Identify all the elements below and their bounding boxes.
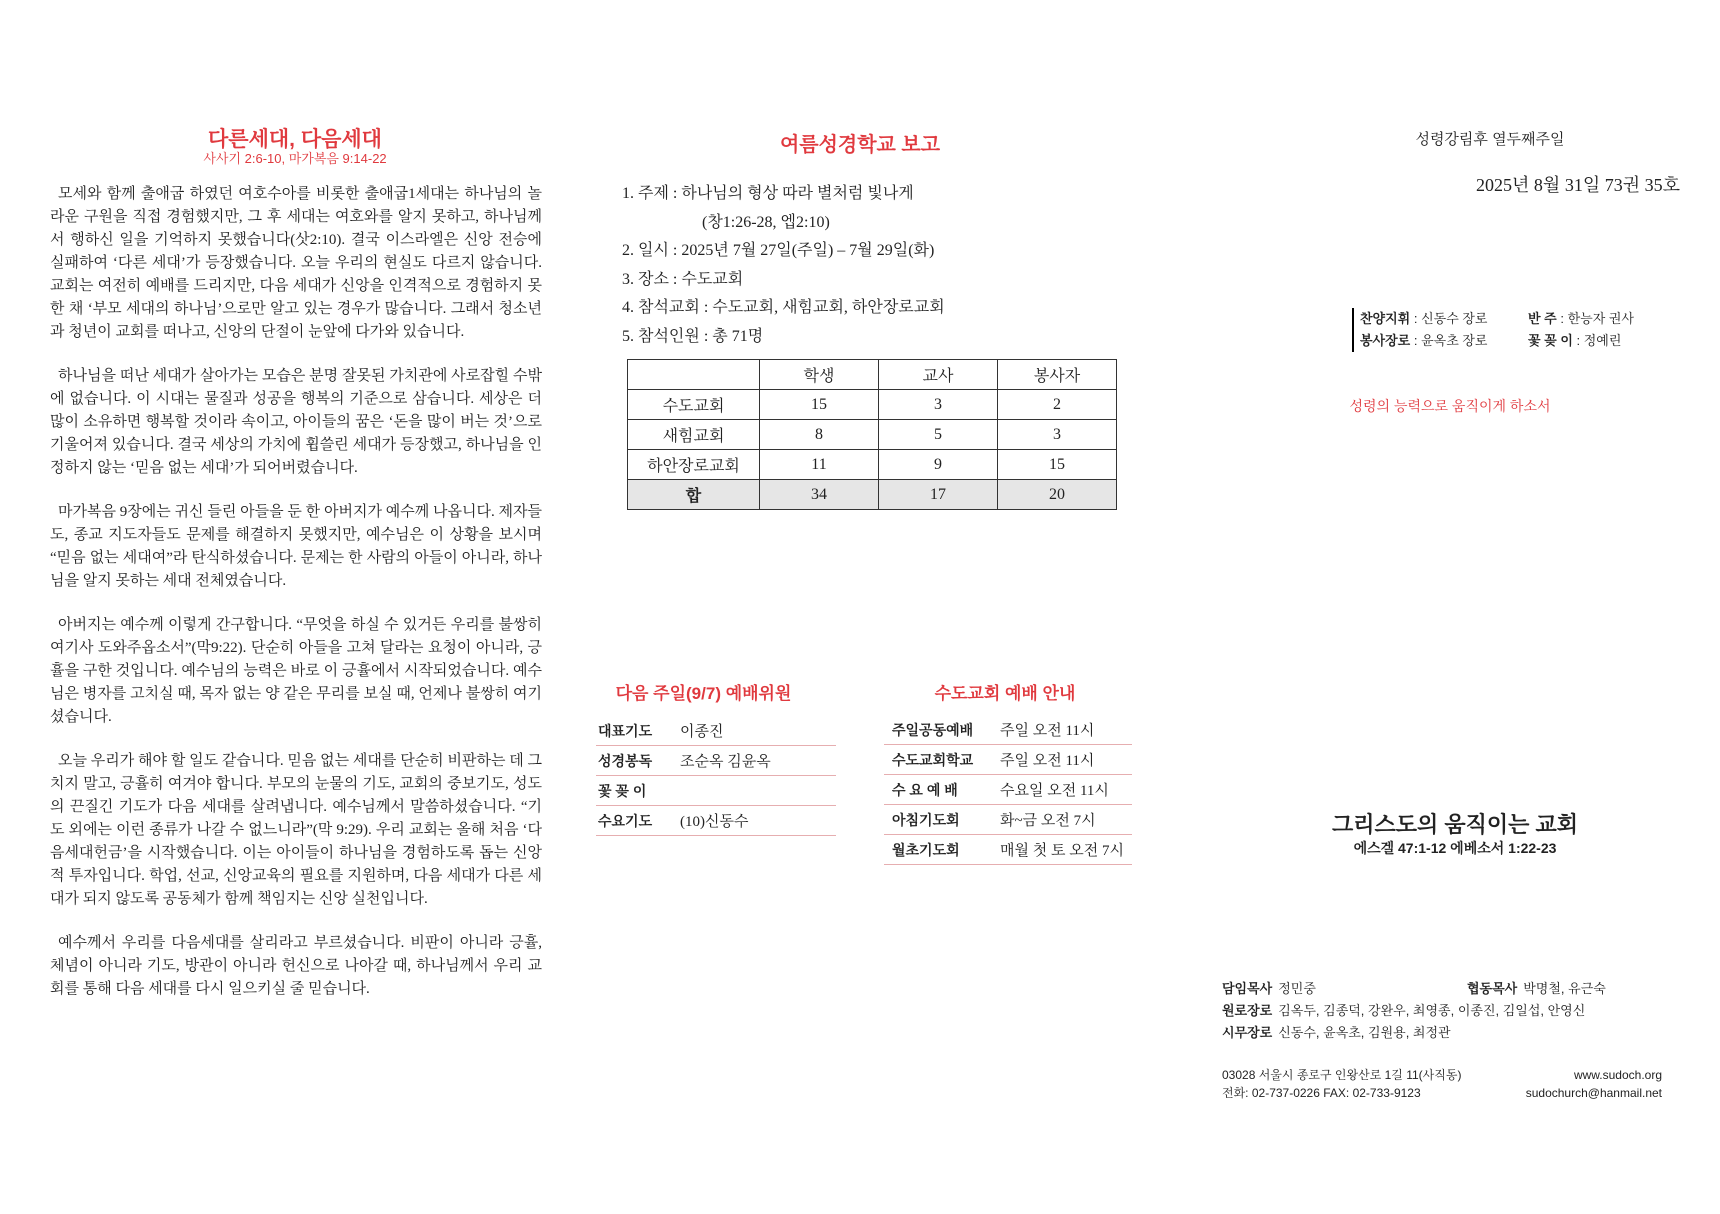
staff-name: 신동수 장로 [1421, 311, 1488, 326]
table-header-cell: 학생 [760, 360, 879, 390]
table-header-row [628, 360, 1117, 390]
vbs-details-list [622, 180, 1102, 351]
table-total-cell: 20 [998, 480, 1117, 510]
senior-pastor-name: 정민중 [1278, 981, 1316, 996]
table-header-cell: 교사 [879, 360, 998, 390]
vbs-attendance: 5. 참석인원 : 총 71명 [622, 327, 764, 345]
table-cell: 5 [879, 420, 998, 450]
table-total-label: 합 [628, 480, 760, 510]
table-cell: 9 [879, 450, 998, 480]
vbs-attendance-table [627, 359, 1117, 510]
senior-pastor-label: 담임목사 [1222, 981, 1273, 996]
senior-pastor [1222, 978, 1467, 1000]
staff-role: 반 주 [1528, 311, 1557, 326]
table-cell: 수도교회 [628, 390, 760, 420]
church-motto-reference: 에스겔 47:1-12 에베소서 1:22-23 [1353, 840, 1557, 856]
vbs-place: 3. 장소 : 수도교회 [622, 270, 744, 288]
church-phone-fax: 전화: 02-737-0226 FAX: 02-733-9123 [1222, 1086, 1421, 1100]
staff-row [1360, 330, 1696, 352]
list-item [596, 806, 836, 836]
sermon-title: 다른세대, 다음세대 [208, 128, 382, 151]
church-address: 03028 서울시 종로구 인왕산로 1길 11(사직동) [1222, 1068, 1462, 1082]
servant-role: 대표기도 [598, 722, 653, 739]
sermon-paragraph: 하나님을 떠난 세대가 살아가는 모습은 분명 잘못된 가치관에 사로잡힐 수밖에 없습니다. 이 시대는 물질과 성공을 행복의 기준으로 삼습니다. 세상은 더 많이 소유하면 행복할 것이라 속이고, 아이들의 꿈은 ‘돈을 많이 버는 것’으로 기울어져 있습니다. 결국 세상의 가치에 휩쓸린 세대가 등장했고, 하나님을 인정하지 않는 ‘믿음 없는 세대’가 되어버렸습니다. [50, 368, 542, 476]
service-time: 매월 첫 토 오전 7시 [1000, 843, 1124, 859]
pastor-row [1222, 1022, 1662, 1044]
service-name: 아침기도회 [892, 811, 960, 828]
list-item [596, 746, 836, 776]
list-item [884, 715, 1132, 745]
staff-entry: 봉사장로 : 윤옥초 장로 [1360, 333, 1488, 348]
sermon-paragraph: 예수께서 우리를 다음세대를 살리라고 부르셨습니다. 비판이 아니라 긍휼, 체념이 아니라 기도, 방관이 아니라 헌신으로 나아갈 때, 하나님께서 우리 교회를 통해 다음 세대를 다시 일으키실 줄 믿습니다. [50, 935, 542, 997]
list-item [596, 776, 836, 806]
service-name: 수 요 예 배 [892, 781, 958, 798]
vbs-theme-verse: (창1:26-28, 엡2:10) [702, 213, 830, 231]
table-cell: 8 [760, 420, 879, 450]
table-cell: 11 [760, 450, 879, 480]
table-total-cell: 34 [760, 480, 879, 510]
table-row [628, 450, 1117, 480]
servant-role: 수요기도 [598, 812, 653, 829]
next-week-servants-list [596, 716, 836, 836]
table-cell: 15 [998, 450, 1117, 480]
church-website[interactable]: www.sudoch.org [1573, 1068, 1662, 1082]
active-elders-label: 시무장로 [1222, 1025, 1273, 1040]
table-header-cell: 봉사자 [998, 360, 1117, 390]
contact-row [1222, 1066, 1662, 1084]
list-item [884, 745, 1132, 775]
church-email[interactable]: sudochurch@hanmail.net [1525, 1086, 1662, 1100]
emeritus-elders-names: 김옥두, 김종덕, 강완우, 최영종, 이종진, 김일섭, 안영신 [1278, 1003, 1586, 1018]
list-item [884, 805, 1132, 835]
associate-pastor-label: 협동목사 [1467, 981, 1518, 996]
servant-role: 성경봉독 [598, 752, 653, 769]
table-cell: 2 [998, 390, 1117, 420]
liturgical-season: 성령강림후 열두째주일 [1415, 131, 1565, 148]
table-row [628, 420, 1117, 450]
staff-role: 찬양지휘 [1360, 311, 1411, 326]
staff-entry: 반 주 : 한능자 권사 [1528, 311, 1634, 326]
service-name: 수도교회학교 [892, 751, 974, 768]
service-name: 월초기도회 [892, 841, 960, 858]
service-name: 주일공동예배 [892, 721, 974, 738]
table-cell: 15 [760, 390, 879, 420]
table-cell: 하안장로교회 [628, 450, 760, 480]
sermon-reference: 사사기 2:6-10, 마가복음 9:14-22 [203, 151, 387, 166]
service-time: 주일 오전 11시 [1000, 723, 1095, 739]
church-motto: 그리스도의 움직이는 교회 [1332, 812, 1578, 837]
table-cell: 3 [998, 420, 1117, 450]
vbs-dates: 2. 일시 : 2025년 7월 27일(주일) – 7월 29일(화) [622, 242, 935, 259]
prayer-motto: 성령의 능력으로 움직이게 하소서 [1349, 398, 1551, 414]
pastor-row [1222, 978, 1662, 1000]
staff-entry: 꽃 꽂 이 : 정예린 [1528, 333, 1622, 348]
list-item [884, 835, 1132, 865]
pastor-row [1222, 1000, 1662, 1022]
table-total-cell: 17 [879, 480, 998, 510]
service-time: 수요일 오전 11시 [1000, 783, 1109, 799]
staff-name: 정예린 [1583, 333, 1622, 348]
associate-pastor-names: 박명철, 유근숙 [1523, 981, 1606, 996]
active-elders-names: 신동수, 윤옥초, 김원용, 최정관 [1278, 1025, 1451, 1040]
servant-name: 조순옥 김윤옥 [680, 754, 771, 770]
sermon-paragraph: 아버지는 예수께 이렇게 간구합니다. “무엇을 하실 수 있거든 우리를 불쌍히 여기사 도와주옵소서”(막9:22). 단순히 아들을 고쳐 달라는 요청이 아니라, 긍휼을 구한 것입니다. 예수님의 능력은 바로 이 긍휼에서 시작되었습니다. 예수님은 병자를 고치실 때, 목자 없는 양 같은 무리를 보실 때, 언제나 불쌍히 여기셨습니다. [50, 617, 542, 725]
emeritus-elders-label: 원로장로 [1222, 1003, 1273, 1018]
worship-staff [1352, 308, 1696, 352]
table-cell: 3 [879, 390, 998, 420]
vbs-report-title: 여름성경학교 보고 [779, 134, 941, 156]
sermon-paragraph: 모세와 함께 출애굽 하였던 여호수아를 비롯한 출애굽1세대는 하나님의 놀라운 구원을 직접 경험했지만, 그 후 세대는 여호와를 알지 못하고, 하나님께서 행하신 일을 기억하지 못했습니다(삿2:10). 결국 이스라엘은 신앙 전승에 실패하여 ‘다른 세대’가 등장했습니다. 오늘 우리의 현실도 다르지 않습니다. 교회는 여전히 예배를 드리지만, 다음 세대가 신앙을 인격적으로 경험하지 못한 채 ‘부모 세대의 하나님’으로만 알고 있는 경우가 많습니다. 그래서 청소년과 청년이 교회를 떠나고, 신앙의 단절이 눈앞에 다가와 있습니다. [50, 186, 542, 340]
church-contact [1222, 1066, 1662, 1102]
pastor-list [1222, 978, 1662, 1044]
list-item [596, 716, 836, 746]
service-time: 주일 오전 11시 [1000, 753, 1095, 769]
staff-role: 꽃 꽂 이 [1528, 333, 1573, 348]
list-item [884, 775, 1132, 805]
bulletin-date: 2025년 8월 31일 73권 35호 [1476, 175, 1680, 195]
staff-name: 윤옥초 장로 [1421, 333, 1488, 348]
table-total-row [628, 480, 1117, 510]
table-row [628, 390, 1117, 420]
worship-guide-list [884, 715, 1132, 865]
vbs-churches: 4. 참석교회 : 수도교회, 새힘교회, 하안장로교회 [622, 299, 945, 316]
servant-name: 이종진 [680, 724, 724, 740]
sermon-paragraph: 마가복음 9장에는 귀신 들린 아들을 둔 한 아버지가 예수께 나옵니다. 제자들도, 종교 지도자들도 문제를 해결하지 못했지만, 예수님은 이 상황을 보시며 “믿음 없는 세대여”라 탄식하셨습니다. 문제는 한 사람의 아들이 아니라, 하나님을 알지 못하는 세대 전체였습니다. [50, 504, 542, 589]
servant-role: 꽃 꽂 이 [598, 782, 647, 799]
table-header-cell [628, 360, 760, 390]
service-time: 화~금 오전 7시 [1000, 813, 1096, 829]
staff-name: 한능자 권사 [1567, 311, 1634, 326]
servant-name: (10)신동수 [680, 814, 749, 830]
staff-row [1360, 308, 1696, 330]
contact-row [1222, 1084, 1662, 1102]
next-week-servants-title: 다음 주일(9/7) 예배위원 [615, 684, 792, 703]
sermon-paragraph: 오늘 우리가 해야 할 일도 같습니다. 믿음 없는 세대를 단순히 비판하는 데 그치지 말고, 긍휼히 여겨야 합니다. 부모의 눈물의 기도, 교회의 중보기도, 성도의 끈질긴 기도가 다음 세대를 살려냅니다. 예수님께서 말씀하셨습니다. “기도 외에는 이런 종류가 나갈 수 없느니라”(막 9:29). 우리 교회는 올해 처음 ‘다음세대헌금’을 시작했습니다. 이는 아이들이 하나님을 경험하도록 돕는 신앙적 투자입니다. 학업, 선교, 신앙교육의 필요를 지원하며, 다음 세대가 다른 세대가 되지 않도록 공동체가 함께 책임지는 신앙 실천입니다. [50, 753, 542, 907]
associate-pastors [1467, 978, 1606, 1000]
staff-entry: 찬양지휘 : 신동수 장로 [1360, 311, 1488, 326]
worship-guide-title: 수도교회 예배 안내 [934, 684, 1076, 703]
vbs-theme: 1. 주제 : 하나님의 형상 따라 별처럼 빛나게 [622, 185, 914, 202]
table-cell: 새힘교회 [628, 420, 760, 450]
sermon-body [50, 183, 542, 1022]
staff-role: 봉사장로 [1360, 333, 1411, 348]
